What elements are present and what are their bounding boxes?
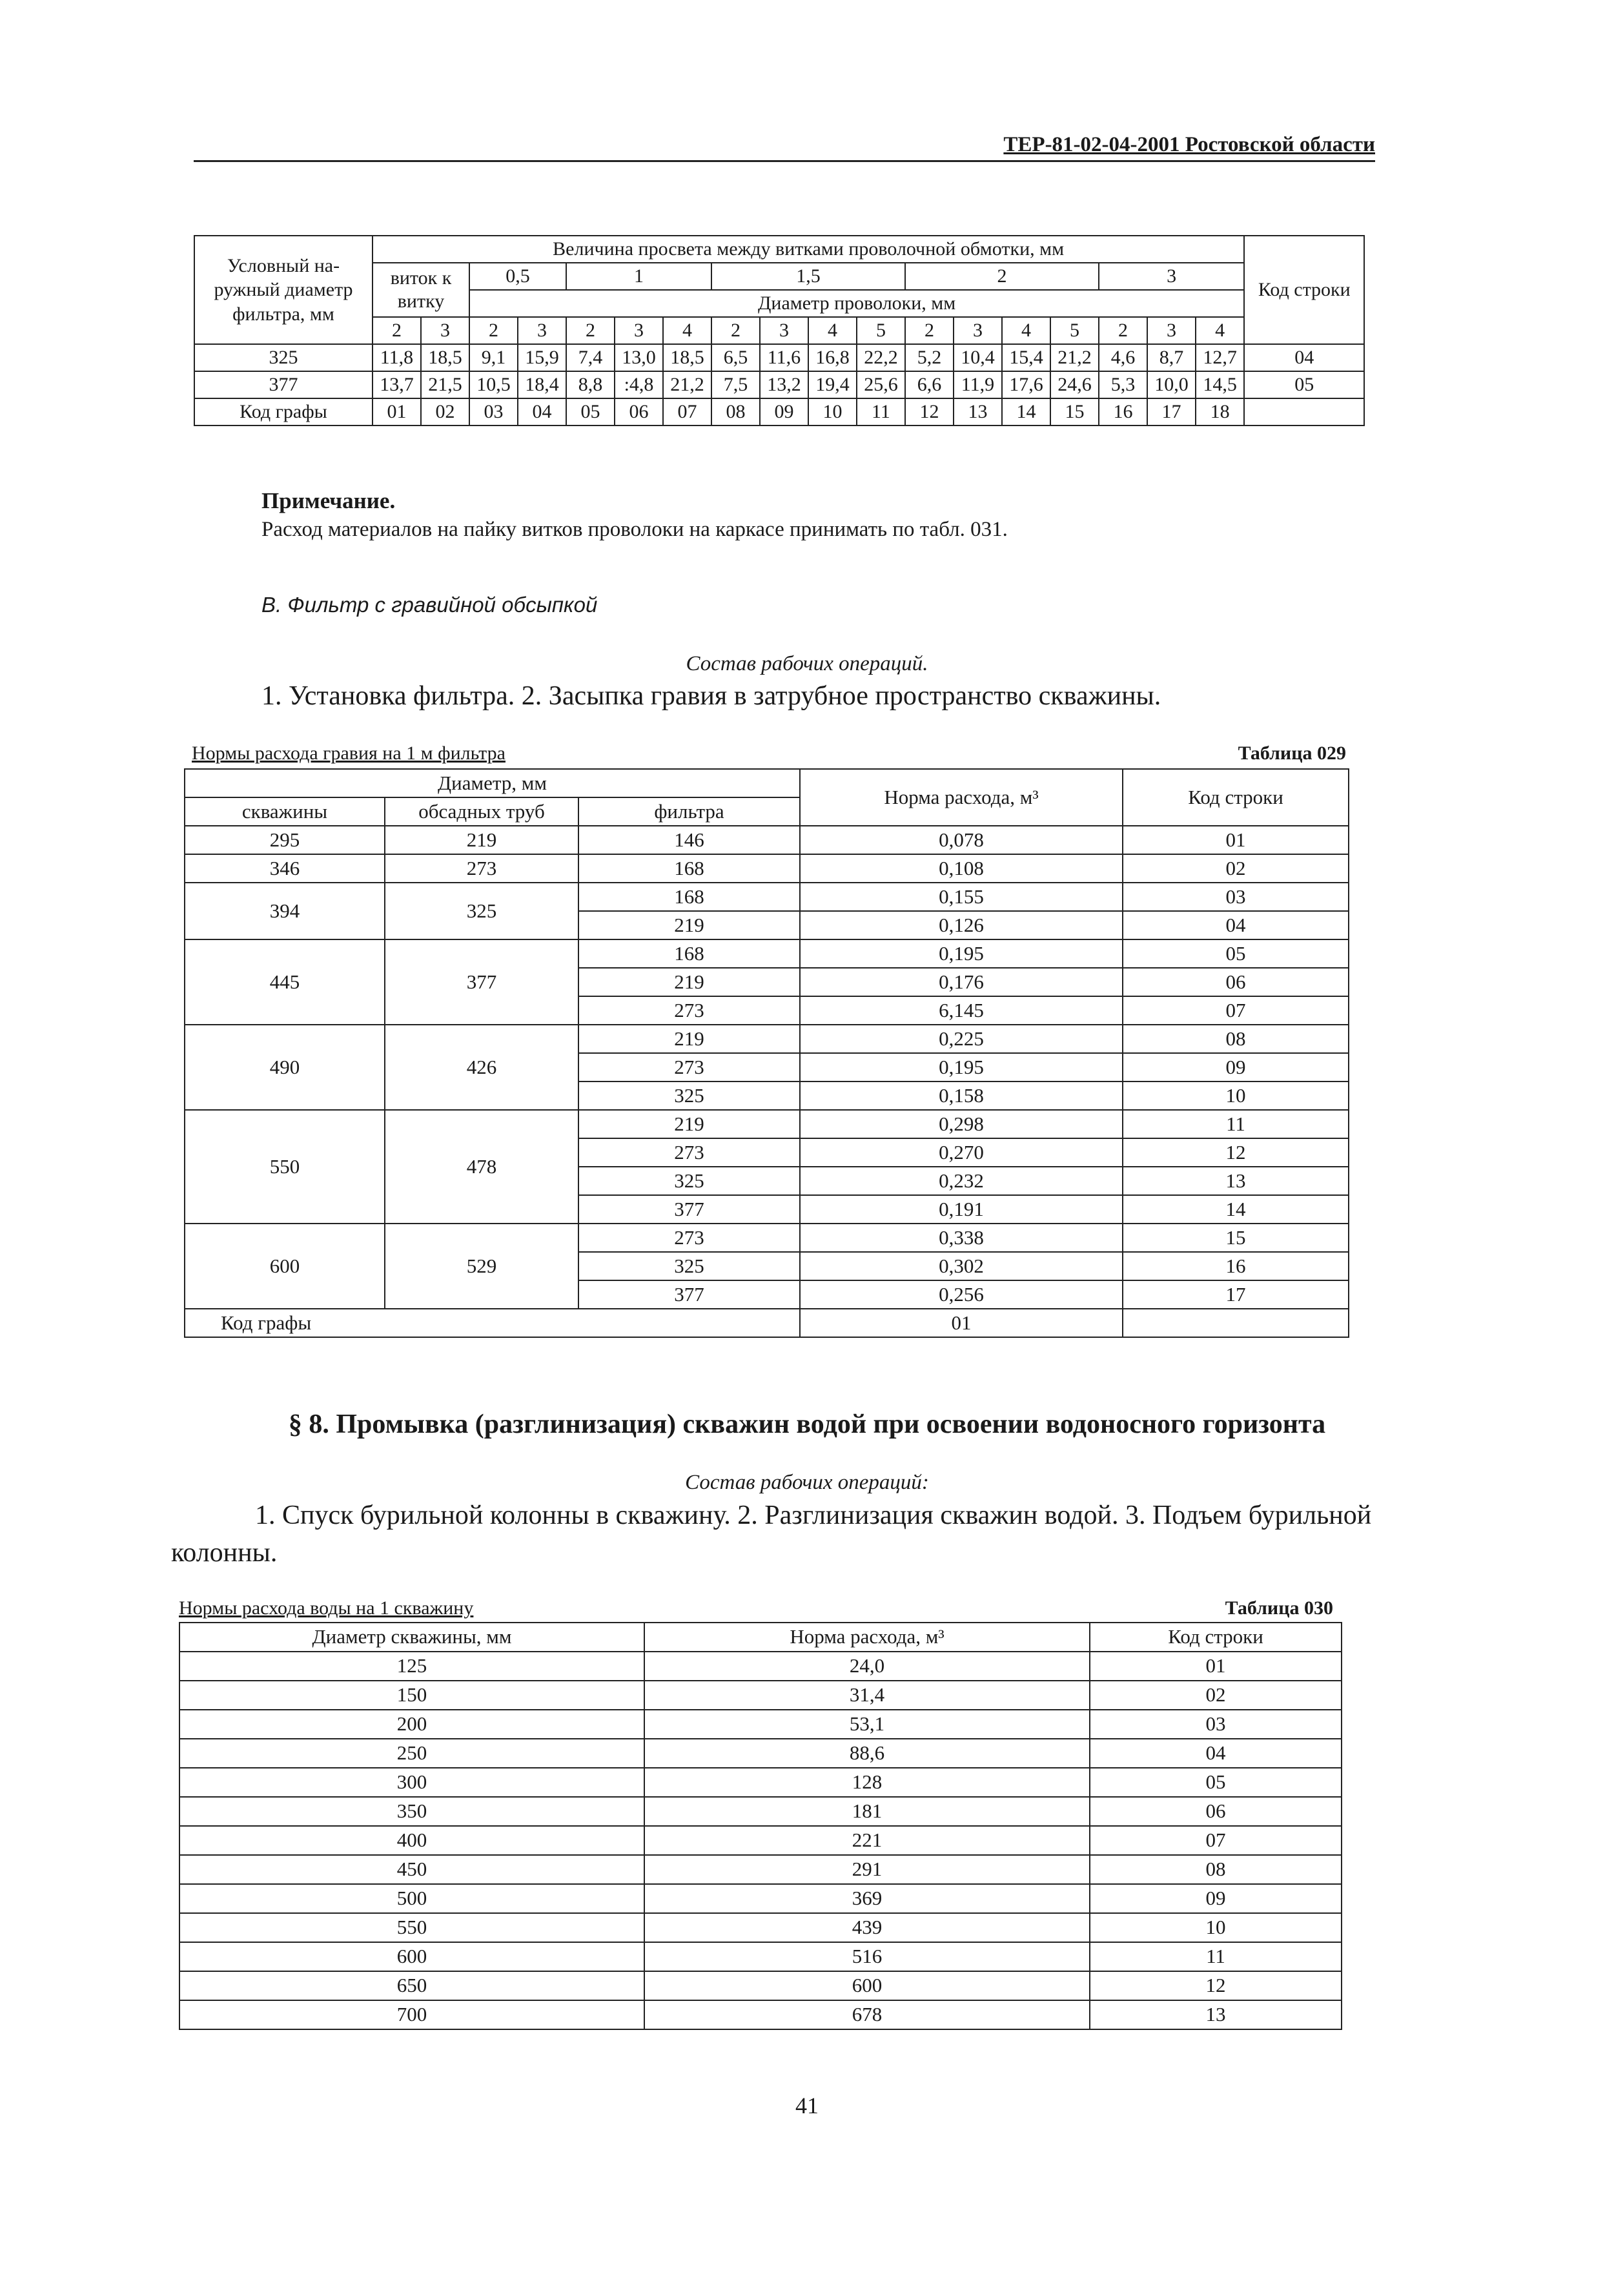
section-b-title: В. Фильтр с гравийной обсыпкой	[261, 593, 598, 617]
table-row	[185, 1224, 1349, 1252]
water-norm-table	[179, 1622, 1342, 2030]
t3-diameter-header: Диаметр скважины, мм	[179, 1623, 644, 1652]
t1-footer-code: 17	[1147, 398, 1196, 425]
t3-code: 03	[1090, 1710, 1342, 1739]
table-row	[194, 371, 1364, 398]
table-row	[179, 1942, 1342, 1971]
t3-code: 12	[1090, 1971, 1342, 2000]
t3-norm: 221	[644, 1826, 1090, 1855]
t2-norm: 0,298	[800, 1110, 1123, 1138]
t1-cell: 21,5	[421, 371, 469, 398]
t3-code: 11	[1090, 1942, 1342, 1971]
t3-code: 02	[1090, 1681, 1342, 1710]
t2-casing: 377	[385, 939, 578, 1025]
t1-gap-0: виток к витку	[373, 263, 469, 317]
t1-wire-13: 4	[1002, 317, 1050, 344]
t1-cell: 14,5	[1196, 371, 1244, 398]
t2-label: Таблица 029	[1238, 743, 1346, 764]
t3-norm: 88,6	[644, 1739, 1090, 1768]
table-row	[179, 1797, 1342, 1826]
t2-filter: 168	[578, 939, 800, 968]
t2-well: 490	[185, 1025, 385, 1110]
note-title: Примечание.	[261, 488, 396, 513]
t3-diameter: 500	[179, 1884, 644, 1913]
t1-cell: 11,8	[373, 344, 421, 371]
t1-cell: 8,7	[1147, 344, 1196, 371]
t3-code: 05	[1090, 1768, 1342, 1797]
header-title: ТЕР-81-02-04-2001 Ростовской области	[1003, 133, 1375, 156]
t1-wire-9: 4	[808, 317, 857, 344]
t1-cell: 18,4	[518, 371, 566, 398]
t1-cell: :4,8	[615, 371, 663, 398]
t2-code: 02	[1123, 854, 1349, 883]
t2-code: 07	[1123, 996, 1349, 1025]
t3-code: 01	[1090, 1652, 1342, 1681]
t1-wire-17: 4	[1196, 317, 1244, 344]
t2-norm: 0,225	[800, 1025, 1123, 1053]
t2-norm: 0,191	[800, 1195, 1123, 1224]
t1-footer-code: 04	[518, 398, 566, 425]
t2-code: 11	[1123, 1110, 1349, 1138]
t1-cell: 6,6	[905, 371, 954, 398]
t2-norm: 0,256	[800, 1280, 1123, 1309]
t1-row-code: 05	[1244, 371, 1364, 398]
t1-cell: 9,1	[469, 344, 518, 371]
t2-norm: 0,078	[800, 826, 1123, 854]
t1-cell: 25,6	[857, 371, 905, 398]
t2-filter: 219	[578, 1110, 800, 1138]
t2-norm: 0,195	[800, 939, 1123, 968]
t2-footer-blank	[1123, 1309, 1349, 1337]
t3-norm-header: Норма расхода, м³	[644, 1623, 1090, 1652]
t1-cell: 18,5	[421, 344, 469, 371]
t3-code: 06	[1090, 1797, 1342, 1826]
t2-well-header: скважины	[185, 797, 385, 826]
t3-code-header: Код строки	[1090, 1623, 1342, 1652]
t1-wire-5: 3	[615, 317, 663, 344]
t2-norm: 0,232	[800, 1167, 1123, 1195]
t2-filter: 273	[578, 1224, 800, 1252]
t1-cell: 6,5	[711, 344, 760, 371]
t1-footer-label: Код графы	[194, 398, 373, 425]
t1-code-header: Код строки	[1244, 236, 1364, 344]
filter-gap-table-body	[194, 236, 1364, 425]
t3-code: 07	[1090, 1826, 1342, 1855]
t1-cell: 24,6	[1050, 371, 1099, 398]
t2-code: 10	[1123, 1081, 1349, 1110]
t1-footer-code: 05	[566, 398, 615, 425]
t3-norm: 181	[644, 1797, 1090, 1826]
t1-cell: 7,5	[711, 371, 760, 398]
t1-cell: 18,5	[663, 344, 711, 371]
t1-wire-11: 2	[905, 317, 954, 344]
t1-footer-code: 09	[760, 398, 808, 425]
t2-filter: 219	[578, 911, 800, 939]
t3-diameter: 125	[179, 1652, 644, 1681]
t1-cell: 13,0	[615, 344, 663, 371]
t1-wire-10: 5	[857, 317, 905, 344]
t1-cell: 10,5	[469, 371, 518, 398]
t2-code: 13	[1123, 1167, 1349, 1195]
t2-norm: 0,338	[800, 1224, 1123, 1252]
t2-filter: 377	[578, 1280, 800, 1309]
table-row	[179, 1884, 1342, 1913]
t2-well: 600	[185, 1224, 385, 1309]
t1-diameter-header: Условный на-ружный диаметр фильтра, мм	[194, 236, 373, 344]
t2-code: 05	[1123, 939, 1349, 968]
t2-filter: 273	[578, 996, 800, 1025]
ops2-text: 1. Спуск бурильной колонны в скважину. 2. Разглинизация скважин водой. 3. Подъем бурильной колонны.	[171, 1501, 1372, 1568]
t1-wire-14: 5	[1050, 317, 1099, 344]
ops1-label: Состав рабочих операций.	[686, 652, 928, 675]
t1-wire-header: Диаметр проволоки, мм	[469, 290, 1244, 317]
t1-footer-code: 02	[421, 398, 469, 425]
t1-cell: 15,4	[1002, 344, 1050, 371]
table-row	[185, 883, 1349, 911]
t2-norm: 0,158	[800, 1081, 1123, 1110]
t1-wire-15: 2	[1099, 317, 1147, 344]
t2-filter: 219	[578, 968, 800, 996]
t1-cell: 17,6	[1002, 371, 1050, 398]
table-row	[179, 1826, 1342, 1855]
t3-diameter: 150	[179, 1681, 644, 1710]
t2-footer-label: Код графы	[185, 1309, 800, 1337]
t3-norm: 291	[644, 1855, 1090, 1884]
table-row	[185, 1110, 1349, 1138]
t1-footer-code: 06	[615, 398, 663, 425]
t2-code: 15	[1123, 1224, 1349, 1252]
t1-gap-header: Величина просвета между витками проволочной обмотки, мм	[373, 236, 1244, 263]
t2-filter: 273	[578, 1138, 800, 1167]
t2-filter: 168	[578, 854, 800, 883]
table-row	[179, 1652, 1342, 1681]
t1-footer-code: 14	[1002, 398, 1050, 425]
gravel-norm-table	[184, 768, 1349, 1338]
table-row	[179, 1710, 1342, 1739]
t2-well: 346	[185, 854, 385, 883]
note-text: Расход материалов на пайку витков проволоки на каркасе принимать по табл. 031.	[261, 518, 1008, 541]
ops2-label: Состав рабочих операций:	[685, 1471, 929, 1494]
t2-code: 09	[1123, 1053, 1349, 1081]
t3-norm: 439	[644, 1913, 1090, 1942]
t3-norm: 128	[644, 1768, 1090, 1797]
t2-norm: 0,126	[800, 911, 1123, 939]
t1-footer-code: 16	[1099, 398, 1147, 425]
t2-filter: 325	[578, 1081, 800, 1110]
t3-label: Таблица 030	[1225, 1597, 1333, 1619]
t3-diameter: 600	[179, 1942, 644, 1971]
t1-wire-4: 2	[566, 317, 615, 344]
t1-wire-0: 2	[373, 317, 421, 344]
t2-filter: 168	[578, 883, 800, 911]
t2-casing: 529	[385, 1224, 578, 1309]
t1-cell: 5,3	[1099, 371, 1147, 398]
t2-footer-row	[185, 1309, 1349, 1337]
table-row	[185, 1025, 1349, 1053]
t3-code: 10	[1090, 1913, 1342, 1942]
table-row	[179, 2000, 1342, 2029]
t1-gap-3: 1,5	[711, 263, 905, 290]
water-norm-table-body	[179, 1623, 1342, 2029]
t2-code: 12	[1123, 1138, 1349, 1167]
t1-wire-6: 4	[663, 317, 711, 344]
table-row	[185, 854, 1349, 883]
t2-casing: 273	[385, 854, 578, 883]
t2-casing: 219	[385, 826, 578, 854]
t1-footer-code: 10	[808, 398, 857, 425]
t1-wire-8: 3	[760, 317, 808, 344]
t2-code: 17	[1123, 1280, 1349, 1309]
t1-cell: 22,2	[857, 344, 905, 371]
t1-wire-16: 3	[1147, 317, 1196, 344]
t3-code: 04	[1090, 1739, 1342, 1768]
t1-cell: 12,7	[1196, 344, 1244, 371]
t2-filter: 325	[578, 1167, 800, 1195]
t2-code: 06	[1123, 968, 1349, 996]
t1-footer-code: 03	[469, 398, 518, 425]
t2-code: 03	[1123, 883, 1349, 911]
t3-diameter: 650	[179, 1971, 644, 2000]
t2-well: 394	[185, 883, 385, 939]
t2-norm: 0,302	[800, 1252, 1123, 1280]
t1-row-code: 04	[1244, 344, 1364, 371]
t1-cell: 11,9	[954, 371, 1002, 398]
t2-well: 295	[185, 826, 385, 854]
t2-norm: 0,176	[800, 968, 1123, 996]
t3-diameter: 350	[179, 1797, 644, 1826]
t2-casing: 478	[385, 1110, 578, 1224]
table-row	[179, 1913, 1342, 1942]
t2-code: 14	[1123, 1195, 1349, 1224]
t2-well: 550	[185, 1110, 385, 1224]
t2-norm: 0,270	[800, 1138, 1123, 1167]
t3-diameter: 300	[179, 1768, 644, 1797]
t1-cell: 8,8	[566, 371, 615, 398]
t1-cell: 10,0	[1147, 371, 1196, 398]
t1-cell: 21,2	[1050, 344, 1099, 371]
t2-footer-code: 01	[800, 1309, 1123, 1337]
table-row	[179, 1971, 1342, 2000]
t3-diameter: 700	[179, 2000, 644, 2029]
t2-well: 445	[185, 939, 385, 1025]
t1-row-diameter: 325	[194, 344, 373, 371]
t3-diameter: 550	[179, 1913, 644, 1942]
t2-norm: 6,145	[800, 996, 1123, 1025]
t2-filter-header: фильтра	[578, 797, 800, 826]
t3-diameter: 400	[179, 1826, 644, 1855]
t2-casing: 426	[385, 1025, 578, 1110]
t1-footer-code: 18	[1196, 398, 1244, 425]
table-row	[179, 1739, 1342, 1768]
t2-caption: Нормы расхода гравия на 1 м фильтра	[192, 743, 506, 764]
t3-norm: 369	[644, 1884, 1090, 1913]
t1-cell: 21,2	[663, 371, 711, 398]
t2-diam-header: Диаметр, мм	[185, 769, 800, 797]
t1-footer-code: 11	[857, 398, 905, 425]
t2-norm: 0,155	[800, 883, 1123, 911]
t2-code: 04	[1123, 911, 1349, 939]
t2-casing-header: обсадных труб	[385, 797, 578, 826]
t1-wire-2: 2	[469, 317, 518, 344]
page-number: 41	[795, 2093, 819, 2118]
t1-footer-code: 13	[954, 398, 1002, 425]
t1-wire-7: 2	[711, 317, 760, 344]
t1-cell: 16,8	[808, 344, 857, 371]
t3-norm: 24,0	[644, 1652, 1090, 1681]
t2-code: 01	[1123, 826, 1349, 854]
t3-diameter: 450	[179, 1855, 644, 1884]
t3-diameter: 200	[179, 1710, 644, 1739]
t3-code: 08	[1090, 1855, 1342, 1884]
t1-cell: 15,9	[518, 344, 566, 371]
t3-norm: 53,1	[644, 1710, 1090, 1739]
t1-footer-code: 01	[373, 398, 421, 425]
t2-filter: 377	[578, 1195, 800, 1224]
t2-norm: 0,195	[800, 1053, 1123, 1081]
t1-cell: 5,2	[905, 344, 954, 371]
t2-filter: 273	[578, 1053, 800, 1081]
t1-wire-1: 3	[421, 317, 469, 344]
t2-filter: 325	[578, 1252, 800, 1280]
section8-title: § 8. Промывка (разглинизация) скважин водой при освоении водоносного горизонта	[288, 1409, 1326, 1439]
t3-norm: 31,4	[644, 1681, 1090, 1710]
header-rule	[194, 160, 1375, 162]
t1-cell: 13,7	[373, 371, 421, 398]
t1-gap-2: 1	[566, 263, 711, 290]
t3-code: 09	[1090, 1884, 1342, 1913]
t1-footer-code: 08	[711, 398, 760, 425]
table-row	[179, 1855, 1342, 1884]
table-row	[185, 939, 1349, 968]
t1-footer-row	[194, 398, 1364, 425]
table-row	[194, 344, 1364, 371]
t2-code: 16	[1123, 1252, 1349, 1280]
gravel-norm-table-body	[185, 769, 1349, 1337]
t1-wire-3: 3	[518, 317, 566, 344]
t1-cell: 19,4	[808, 371, 857, 398]
t3-code: 13	[1090, 2000, 1342, 2029]
t2-casing: 325	[385, 883, 578, 939]
t3-norm: 516	[644, 1942, 1090, 1971]
table-row	[179, 1681, 1342, 1710]
t1-gap-1: 0,5	[469, 263, 566, 290]
t1-cell: 13,2	[760, 371, 808, 398]
table-row	[179, 1768, 1342, 1797]
t1-cell: 4,6	[1099, 344, 1147, 371]
t1-gap-4: 2	[905, 263, 1099, 290]
t1-cell: 10,4	[954, 344, 1002, 371]
table-row	[185, 826, 1349, 854]
t2-filter: 146	[578, 826, 800, 854]
t3-caption: Нормы расхода воды на 1 скважину	[179, 1597, 474, 1619]
t1-footer-code: 12	[905, 398, 954, 425]
t3-norm: 600	[644, 1971, 1090, 2000]
t2-norm: 0,108	[800, 854, 1123, 883]
t3-diameter: 250	[179, 1739, 644, 1768]
t1-row-diameter: 377	[194, 371, 373, 398]
t1-gap-5: 3	[1099, 263, 1244, 290]
t1-footer-code: 07	[663, 398, 711, 425]
filter-gap-table	[194, 235, 1365, 426]
t2-code-header: Код строки	[1123, 769, 1349, 826]
t1-cell: 7,4	[566, 344, 615, 371]
t2-norm-header: Норма расхода, м³	[800, 769, 1123, 826]
t1-cell: 11,6	[760, 344, 808, 371]
t1-wire-12: 3	[954, 317, 1002, 344]
ops1-text: 1. Установка фильтра. 2. Засыпка гравия в затрубное пространство скважины.	[261, 681, 1161, 711]
t1-footer-code: 15	[1050, 398, 1099, 425]
t2-code: 08	[1123, 1025, 1349, 1053]
t1-footer-blank	[1244, 398, 1364, 425]
t3-norm: 678	[644, 2000, 1090, 2029]
t2-filter: 219	[578, 1025, 800, 1053]
